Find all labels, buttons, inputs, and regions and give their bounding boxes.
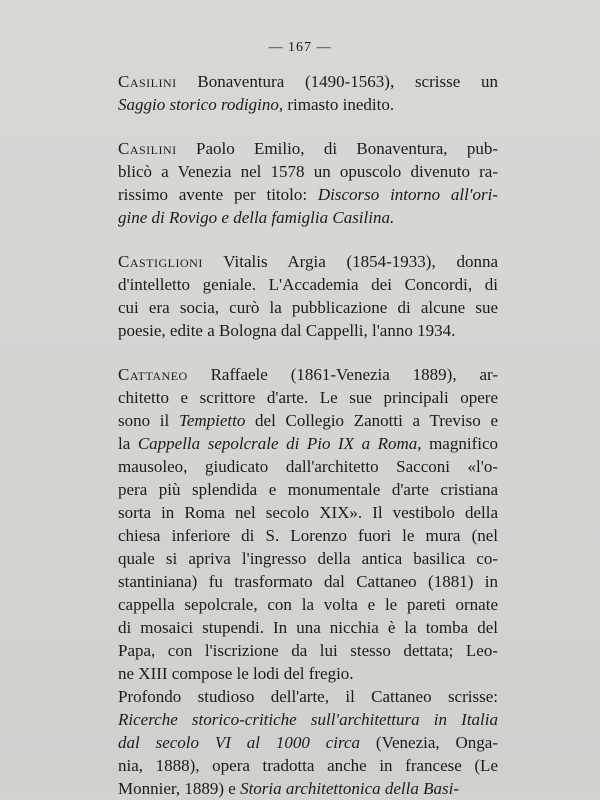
entry (118, 250, 498, 342)
text-line (118, 547, 498, 570)
text-run: blicò a Venezia nel 1578 un opuscolo divenuto ra- (118, 162, 498, 181)
italic-title: Discorso intorno all'ori- (317, 185, 498, 204)
italic-title: Storia architettonica della Basi- (240, 779, 460, 798)
text-run: Profondo studioso dell'arte, il Cattaneo scrisse: (118, 687, 498, 706)
entry-surname: Castiglioni (118, 252, 203, 271)
text-line (118, 708, 498, 731)
italic-title: Cappella sepolcrale di Pio IX a Roma, (137, 434, 422, 453)
text-run: ne XIII compose le lodi del fregio. (118, 664, 354, 683)
text-run: la (118, 434, 138, 453)
paragraph-gap (118, 116, 498, 137)
text-line (118, 478, 498, 501)
text-run: chitetto e scrittore d'arte. Le sue principali opere (118, 388, 498, 407)
text-run: Paolo Emilio, di Bonaventura, pub- (176, 139, 498, 158)
text-run: Bonaventura (1490-1563), scrisse un (176, 72, 498, 91)
text-run: rimasto inedito. (283, 95, 395, 114)
paragraph-gap (118, 342, 498, 363)
text-line (118, 777, 498, 800)
text-run: d'intelletto geniale. L'Accademia dei Concordi, di (118, 275, 498, 294)
text-run: sorta in Roma nel secolo XIX». Il vestibolo della (118, 503, 498, 522)
entry-surname: Casilini (118, 72, 177, 91)
text-line (118, 685, 498, 708)
text-line (118, 662, 498, 685)
text-run: Raffaele (1861-Venezia 1889), ar- (187, 365, 498, 384)
text-line (118, 70, 498, 93)
text-line (118, 206, 498, 229)
text-line (118, 409, 498, 432)
italic-title: gine di Rovigo e della famiglia Casilina. (118, 208, 395, 227)
text-line (118, 524, 498, 547)
text-line (118, 183, 498, 206)
text-line (118, 250, 498, 273)
italic-title: Saggio storico rodigino, (118, 95, 284, 114)
text-run: nia, 1888), opera tradotta anche in francese (Le (118, 756, 498, 775)
text-run: quale si apriva l'ingresso della antica basilica co- (118, 549, 498, 568)
text-run: Monnier, 1889) e (118, 779, 241, 798)
text-line (118, 93, 498, 116)
italic-title: dal secolo VI al 1000 circa (118, 733, 361, 752)
text-run: mausoleo, giudicato dall'architetto Sacconi «l'o- (118, 457, 498, 476)
text-run: pera più splendida e monumentale d'arte cristiana (118, 480, 498, 499)
text-line (118, 731, 498, 754)
text-line (118, 137, 498, 160)
text-run: Vitalis Argia (1854-1933), donna (202, 252, 498, 271)
text-run: magnifico (421, 434, 498, 453)
text-line (118, 501, 498, 524)
text-run: sono il (118, 411, 179, 430)
text-run: stantiniana) fu trasformato dal Cattaneo (1881) in (118, 572, 498, 591)
text-run: chiesa inferiore di S. Lorenzo fuori le mura (nel (118, 526, 498, 545)
text-run: cappella sepolcrale, con la volta e le pareti ornate (118, 595, 498, 614)
text-run: di mosaici stupendi. In una nicchia è la tomba del (118, 618, 498, 637)
text-line (118, 273, 498, 296)
text-line (118, 296, 498, 319)
text-line (118, 593, 498, 616)
text-line (118, 386, 498, 409)
page-text (118, 70, 498, 800)
text-line (118, 639, 498, 662)
paragraph-gap (118, 229, 498, 250)
page-number: — 167 — (268, 40, 332, 55)
entry (118, 137, 498, 229)
text-line (118, 616, 498, 639)
text-line (118, 363, 498, 386)
text-run: poesie, edite a Bologna dal Cappelli, l'anno 1934. (118, 321, 456, 340)
italic-title: Tempietto (178, 411, 246, 430)
text-run: Papa, con l'iscrizione da lui stesso dettata; Leo- (118, 641, 498, 660)
entry (118, 70, 498, 116)
text-run: (Venezia, Onga- (360, 733, 498, 752)
text-line (118, 319, 498, 342)
text-line (118, 570, 498, 593)
entry-surname: Casilini (118, 139, 177, 158)
text-run: cui era socia, curò la pubblicazione di alcune sue (118, 298, 498, 317)
text-line (118, 160, 498, 183)
italic-title: Ricerche storico-critiche sull'architettura in Italia (118, 710, 498, 729)
text-run: del Collegio Zanotti a Treviso e (245, 411, 499, 430)
entry (118, 363, 498, 800)
entry-surname: Cattaneo (118, 365, 188, 384)
text-run: rissimo avente per titolo: (118, 185, 318, 204)
text-line (118, 754, 498, 777)
text-line (118, 432, 498, 455)
text-line (118, 455, 498, 478)
